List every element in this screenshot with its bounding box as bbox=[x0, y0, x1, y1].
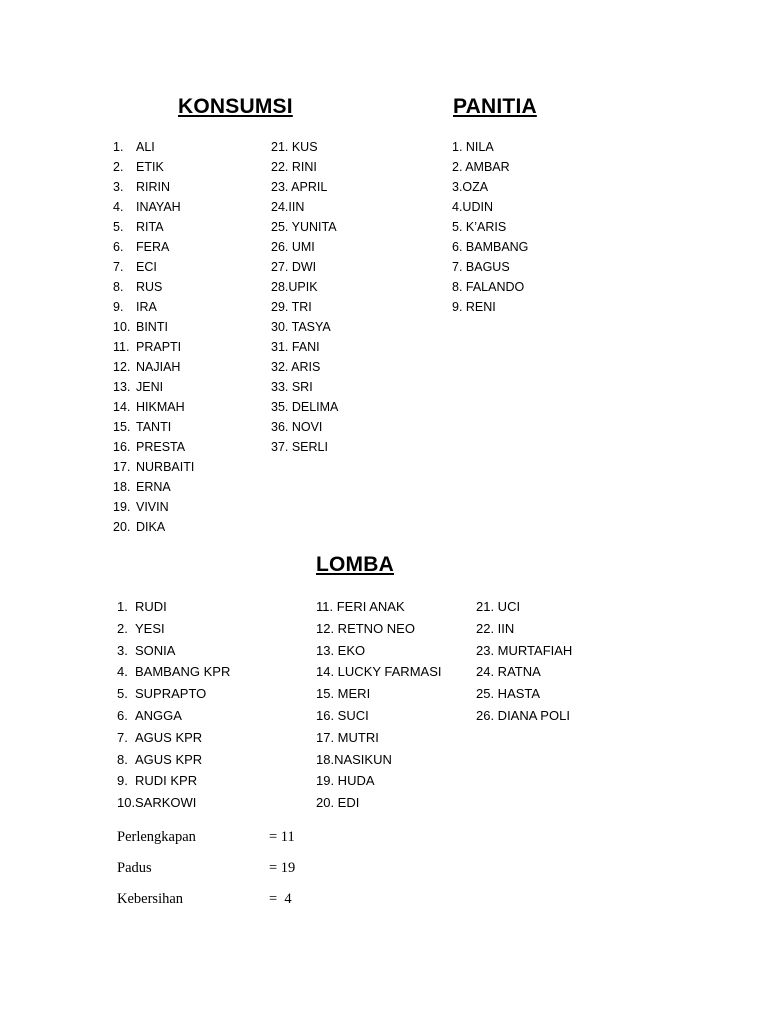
lomba-item: 12. RETNO NEO bbox=[316, 620, 415, 636]
lomba-item bbox=[115, 705, 230, 727]
konsumsi-item bbox=[113, 317, 194, 337]
lomba-item: 22. IIN bbox=[476, 620, 515, 636]
konsumsi-item: 25. YUNITA bbox=[271, 220, 337, 234]
panitia-item: 5. K’ARIS bbox=[452, 220, 507, 234]
item-name: PRESTA bbox=[136, 440, 186, 454]
konsumsi-item: 21. KUS bbox=[271, 140, 318, 154]
item-number: 19. bbox=[113, 500, 131, 514]
item-number: 10. bbox=[113, 320, 131, 334]
summary-label: Kebersihan bbox=[117, 891, 184, 907]
konsumsi-item: 27. DWI bbox=[271, 260, 317, 274]
item-name: AGUS KPR bbox=[135, 751, 203, 767]
konsumsi-item bbox=[113, 137, 194, 157]
lomba-item: 21. UCI bbox=[476, 599, 521, 614]
panitia-item: 9. RENI bbox=[452, 300, 496, 314]
lomba-item: 26. DIANA POLI bbox=[476, 707, 570, 723]
item-name: BINTI bbox=[136, 320, 168, 334]
konsumsi-list-2 bbox=[271, 137, 338, 457]
item-name: DIKA bbox=[136, 520, 166, 534]
konsumsi-item bbox=[113, 357, 194, 377]
item-name: TANTI bbox=[136, 420, 172, 434]
konsumsi-item: 26. UMI bbox=[271, 240, 315, 254]
item-number: 11. bbox=[113, 340, 130, 354]
panitia-item: 7. BAGUS bbox=[452, 260, 510, 274]
konsumsi-item: 32. ARIS bbox=[271, 360, 321, 374]
lomba-item bbox=[115, 618, 230, 640]
item-name: IRA bbox=[136, 300, 157, 314]
konsumsi-item bbox=[113, 477, 194, 497]
lomba-item: 23. MURTAFIAH bbox=[476, 642, 573, 658]
konsumsi-item bbox=[113, 237, 194, 257]
item-number: 13. bbox=[113, 380, 131, 394]
summary-value: = 11 bbox=[269, 829, 295, 845]
lomba-item: 18.NASIKUN bbox=[316, 751, 392, 767]
konsumsi-item: 29. TRI bbox=[271, 300, 312, 314]
item-name: YESI bbox=[135, 620, 165, 636]
item-number: 20. bbox=[113, 520, 131, 534]
item-number: 18. bbox=[113, 480, 131, 494]
item-name: SUPRAPTO bbox=[135, 686, 207, 702]
item-number: 1. bbox=[113, 140, 124, 154]
item-name: ERNA bbox=[136, 480, 171, 494]
item-number: 3. bbox=[117, 642, 128, 658]
item-number: 16. bbox=[113, 440, 131, 454]
item-number: 8. bbox=[113, 280, 124, 294]
panitia-item: 4.UDIN bbox=[452, 200, 493, 214]
item-number: 1. bbox=[117, 599, 128, 614]
item-number: 2. bbox=[113, 160, 124, 174]
item-name: PRAPTI bbox=[136, 340, 182, 354]
item-name: JENI bbox=[136, 380, 164, 394]
lomba-item: 11. FERI ANAK bbox=[316, 599, 405, 614]
item-name: AGUS KPR bbox=[135, 729, 203, 745]
lomba-list-1 bbox=[115, 596, 230, 814]
item-number: 7. bbox=[117, 729, 128, 745]
item-number: 5. bbox=[117, 686, 128, 702]
konsumsi-item bbox=[113, 517, 194, 537]
lomba-item bbox=[115, 727, 230, 749]
konsumsi-item: 37. SERLI bbox=[271, 440, 328, 454]
lomba-item: 20. EDI bbox=[316, 795, 360, 811]
panitia-item: 6. BAMBANG bbox=[452, 240, 529, 254]
item-name: RUS bbox=[136, 280, 163, 294]
konsumsi-item bbox=[113, 337, 194, 357]
konsumsi-item: 22. RINI bbox=[271, 160, 317, 174]
panitia-item: 8. FALANDO bbox=[452, 280, 525, 294]
lomba-item: 16. SUCI bbox=[316, 707, 369, 723]
lomba-item bbox=[115, 596, 230, 618]
item-number: 10. bbox=[117, 795, 136, 811]
item-name: RUDI bbox=[135, 599, 167, 614]
summary-value: = 4 bbox=[269, 891, 292, 907]
konsumsi-item bbox=[113, 497, 194, 517]
item-number: 6. bbox=[113, 240, 124, 254]
konsumsi-item: 33. SRI bbox=[271, 380, 313, 394]
item-number: 9. bbox=[117, 773, 128, 789]
item-name: ECI bbox=[136, 260, 157, 274]
konsumsi-item: 31. FANI bbox=[271, 340, 320, 354]
konsumsi-item bbox=[113, 197, 194, 217]
item-name: BAMBANG KPR bbox=[135, 664, 231, 680]
panitia-list bbox=[452, 137, 528, 317]
item-name: SONIA bbox=[135, 642, 176, 658]
konsumsi-item bbox=[113, 437, 194, 457]
konsumsi-item bbox=[113, 457, 194, 477]
item-number: 3. bbox=[113, 180, 124, 194]
item-name: NAJIAH bbox=[136, 360, 181, 374]
item-number: 9. bbox=[113, 300, 124, 314]
lomba-heading: LOMBA bbox=[316, 553, 394, 576]
item-number: 17. bbox=[113, 460, 131, 474]
konsumsi-item bbox=[113, 277, 194, 297]
item-name: VIVIN bbox=[136, 500, 169, 514]
konsumsi-item bbox=[113, 217, 194, 237]
item-number: 4. bbox=[117, 664, 128, 680]
lomba-item: 15. MERI bbox=[316, 686, 371, 702]
konsumsi-item: 23. APRIL bbox=[271, 180, 328, 194]
item-number: 12. bbox=[113, 360, 131, 374]
item-name: RITA bbox=[136, 220, 164, 234]
item-name: NURBAITI bbox=[136, 460, 195, 474]
panitia-heading: PANITIA bbox=[453, 95, 537, 118]
item-number: 2. bbox=[117, 620, 128, 636]
konsumsi-item bbox=[113, 257, 194, 277]
konsumsi-item: 28.UPIK bbox=[271, 280, 318, 294]
lomba-item: 17. MUTRI bbox=[316, 729, 379, 745]
lomba-item: 14. LUCKY FARMASI bbox=[316, 664, 442, 680]
item-name: SARKOWI bbox=[135, 795, 197, 811]
panitia-item: 2. AMBAR bbox=[452, 160, 510, 174]
panitia-item: 3.OZA bbox=[452, 180, 489, 194]
item-name: RUDI KPR bbox=[135, 773, 198, 789]
item-number: 7. bbox=[113, 260, 124, 274]
konsumsi-item: 36. NOVI bbox=[271, 420, 323, 434]
item-name: INAYAH bbox=[136, 200, 181, 214]
lomba-item: 24. RATNA bbox=[476, 664, 541, 680]
lomba-item: 25. HASTA bbox=[476, 686, 541, 702]
lomba-item: 19. HUDA bbox=[316, 773, 375, 789]
item-number: 5. bbox=[113, 220, 124, 234]
konsumsi-item: 30. TASYA bbox=[271, 320, 331, 334]
konsumsi-item bbox=[113, 417, 194, 437]
konsumsi-list-1 bbox=[113, 137, 194, 537]
konsumsi-heading: KONSUMSI bbox=[178, 95, 293, 118]
summary-value: = 19 bbox=[269, 860, 296, 876]
lomba-item bbox=[115, 792, 230, 814]
lomba-list-2 bbox=[316, 596, 441, 814]
item-number: 8. bbox=[117, 751, 128, 767]
summary-label: Perlengkapan bbox=[117, 829, 196, 845]
item-number: 15. bbox=[113, 420, 131, 434]
konsumsi-item bbox=[113, 157, 194, 177]
konsumsi-item: 24.IIN bbox=[271, 200, 305, 214]
summary-label: Padus bbox=[117, 860, 152, 876]
lomba-item bbox=[115, 770, 230, 792]
lomba-item bbox=[115, 661, 230, 683]
konsumsi-item bbox=[113, 177, 194, 197]
panitia-item: 1. NILA bbox=[452, 140, 494, 154]
lomba-item bbox=[115, 683, 230, 705]
konsumsi-item bbox=[113, 297, 194, 317]
item-name: RIRIN bbox=[136, 180, 171, 194]
item-number: 6. bbox=[117, 707, 128, 723]
lomba-item: 13. EKO bbox=[316, 642, 366, 658]
item-number: 14. bbox=[113, 400, 131, 414]
lomba-item bbox=[115, 640, 230, 662]
konsumsi-item bbox=[113, 397, 194, 417]
item-number: 4. bbox=[113, 200, 124, 214]
item-name: HIKMAH bbox=[136, 400, 185, 414]
item-name: FERA bbox=[136, 240, 170, 254]
konsumsi-item bbox=[113, 377, 194, 397]
item-name: ETIK bbox=[136, 160, 164, 174]
lomba-item bbox=[115, 749, 230, 771]
lomba-list-3 bbox=[476, 596, 572, 727]
konsumsi-item: 35. DELIMA bbox=[271, 400, 339, 414]
item-name: ALI bbox=[136, 140, 155, 154]
item-name: ANGGA bbox=[135, 707, 182, 723]
